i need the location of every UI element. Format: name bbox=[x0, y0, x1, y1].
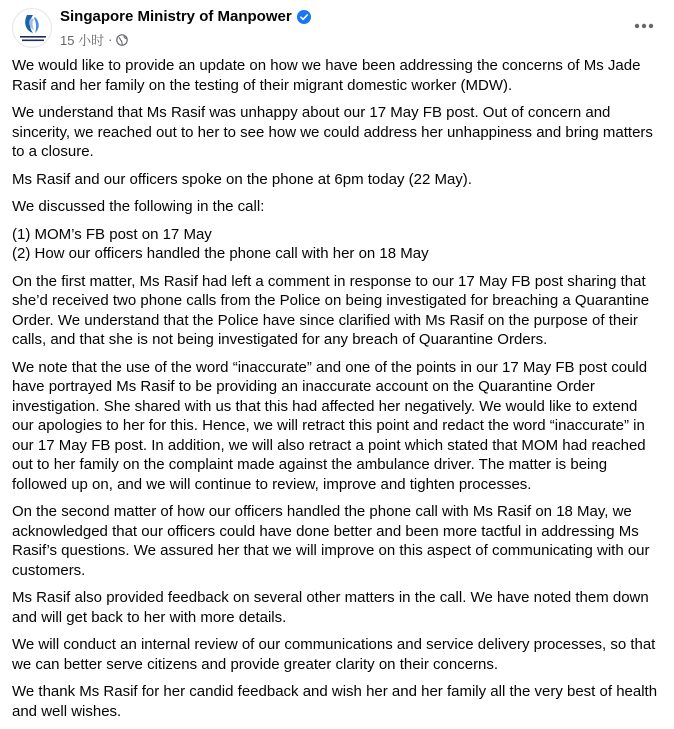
post-header bbox=[0, 0, 674, 52]
more-options-button[interactable] bbox=[630, 14, 658, 38]
post-paragraph: We note that the use of the word “inaccurate” and one of the points in our 17 May FB post could have portrayed Ms Rasif to be providing an inaccurate account on the Quarantine Order investigation. She shared with us that this had affected her negatively. We would like to extend our apologies to her for this. Hence, we will retract this point and redact the word “inaccurate” in our 17 May FB post. In addition, we will also retract a point which stated that MOM had reached out to her family on the complaint made against the ambulance driver. The matter is being followed up on, and we will continue to review, improve and tighten processes. bbox=[12, 358, 648, 493]
meta-separator: · bbox=[108, 32, 113, 47]
post-meta bbox=[60, 30, 128, 49]
post-paragraph: On the second matter of how our officers handled the phone call with Ms Rasif on 18 May, we acknowledged that our officers could have done better and been more tactful in addressing Ms Rasif’s questions. We assured her that we will improve on this aspect of communicating with our customers. bbox=[12, 503, 650, 579]
post-paragraph: We understand that Ms Rasif was unhappy about our 17 May FB post. Out of concern and sincerity, we reached out to her to see how we could address her unhappiness and bring matters to a closure. bbox=[12, 104, 653, 160]
post-paragraph: We discussed the following in the call: bbox=[12, 198, 265, 215]
page-name-link[interactable]: Singapore Ministry of Manpower bbox=[60, 8, 292, 25]
globe-icon[interactable] bbox=[116, 34, 128, 46]
page-avatar[interactable] bbox=[12, 8, 52, 48]
list-item: (2) How our officers handled the phone call with her on 18 May bbox=[12, 245, 429, 262]
post-timestamp[interactable]: 15 小时 bbox=[60, 33, 105, 48]
post-paragraph: We will conduct an internal review of our communications and service delivery processes, so that we can better serve citizens and provide greater clarity on their concerns. bbox=[12, 636, 656, 673]
list-item: (1) MOM’s FB post on 17 May bbox=[12, 225, 212, 243]
post-paragraph: On the first matter, Ms Rasif had left a comment in response to our 17 May FB post sharing that she’d received two phone calls from the Police on being investigated for breaching a Quarantine Order. We understand that the Police have since clarified with Ms Rasif on the purpose of their calls, and that she is not being investigated for any breach of Quarantine Orders. bbox=[12, 272, 650, 348]
discussion-list bbox=[12, 225, 658, 264]
post-paragraph: We would like to provide an update on how we have been addressing the concerns of Ms Jade Rasif and her family on the testing of their migrant domestic worker (MDW). bbox=[12, 57, 641, 94]
post-paragraph: We thank Ms Rasif for her candid feedback and wish her and her family all the very best of health and well wishes. bbox=[12, 683, 658, 720]
post-paragraph: Ms Rasif and our officers spoke on the phone at 6pm today (22 May). bbox=[12, 170, 472, 188]
mom-logo-icon bbox=[13, 9, 52, 48]
page-name-row bbox=[60, 8, 311, 25]
post-paragraph: Ms Rasif also provided feedback on several other matters in the call. We have noted them down and will get back to her with more details. bbox=[12, 589, 649, 626]
verified-badge-icon bbox=[297, 10, 311, 24]
more-options-icon bbox=[634, 23, 654, 29]
post-body bbox=[12, 56, 658, 729]
